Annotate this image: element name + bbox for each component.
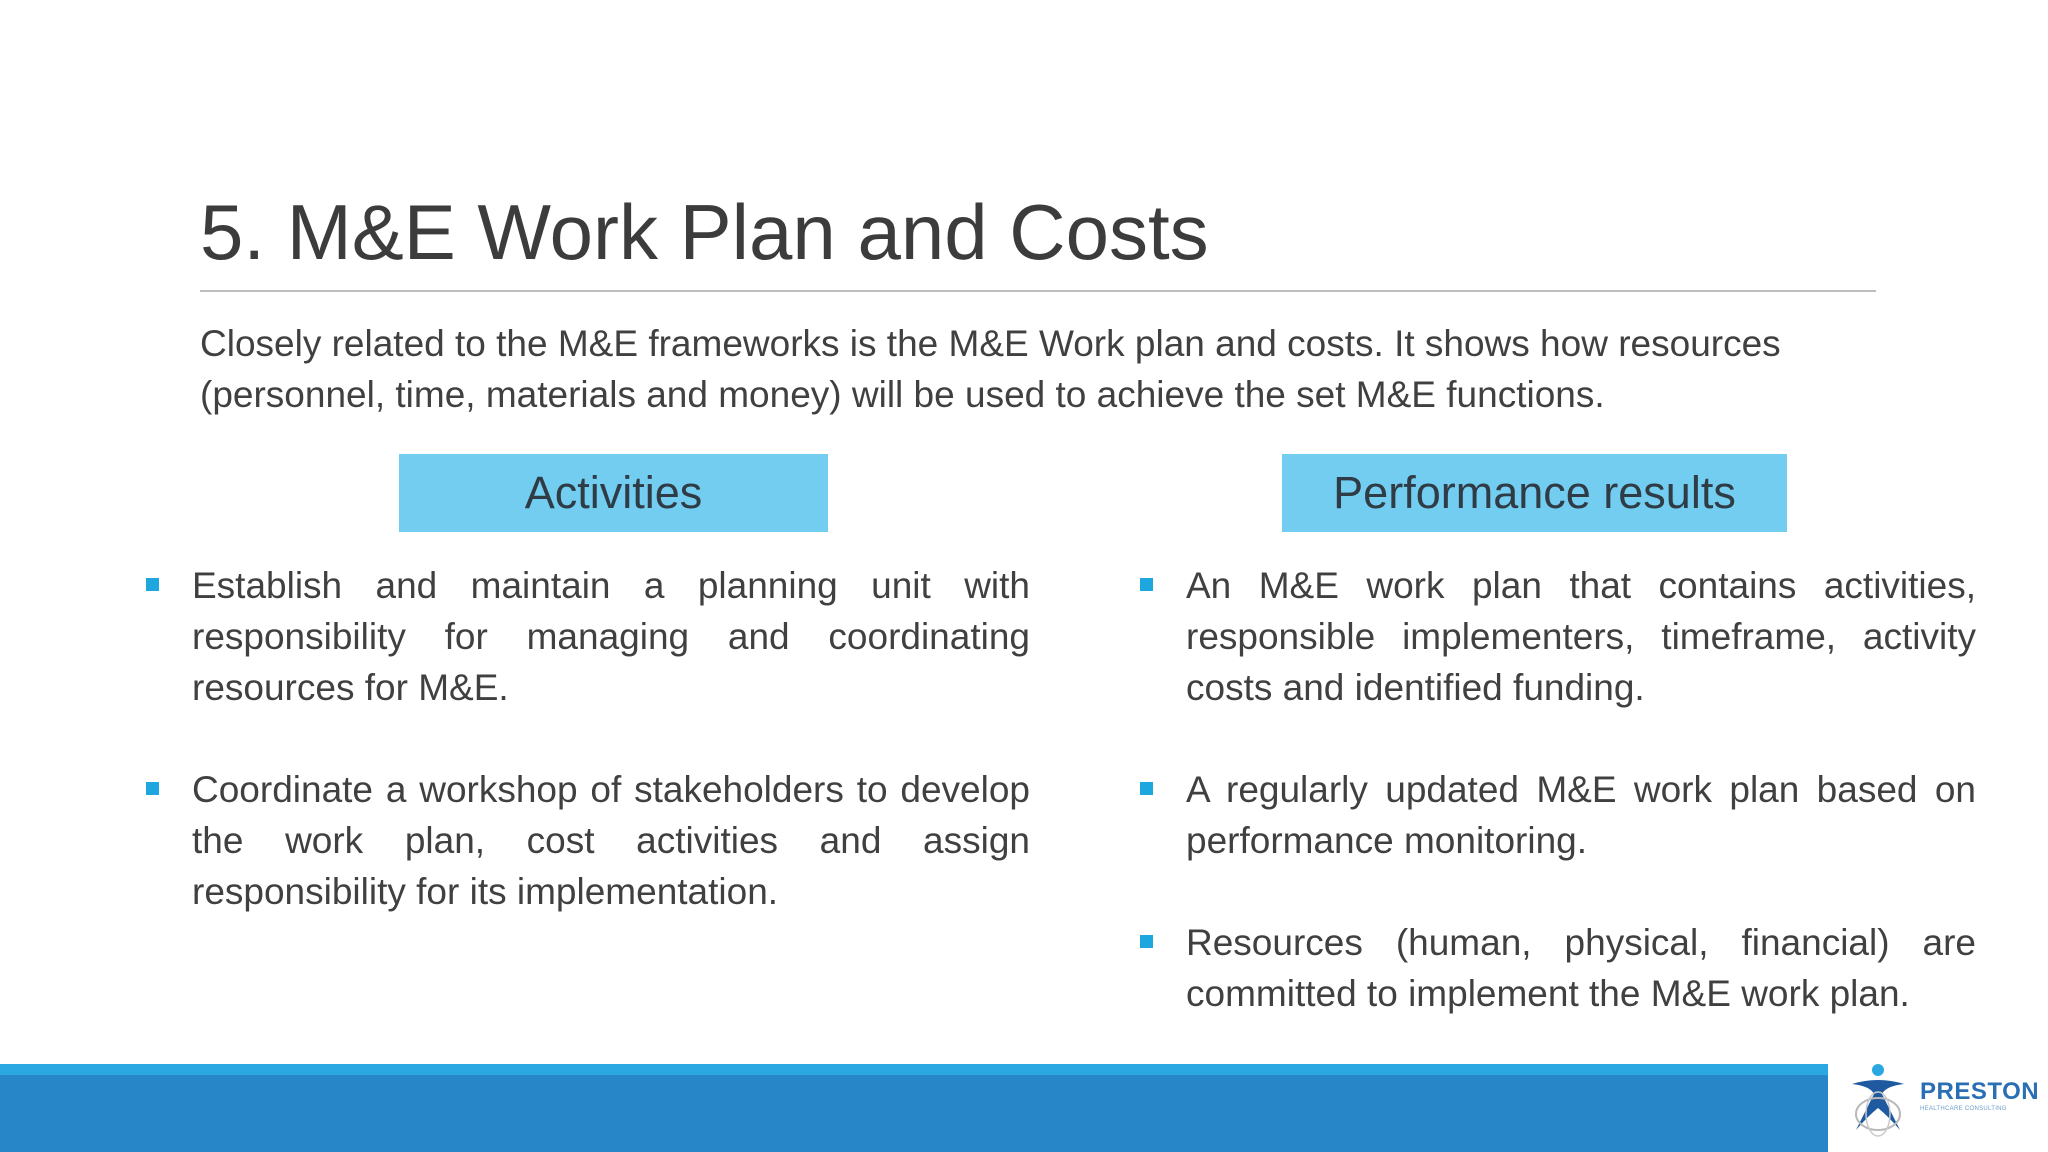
square-bullet-icon (1140, 782, 1153, 795)
logo-tagline: HEALTHCARE CONSULTING (1920, 1106, 2007, 1112)
bullet-text: A regularly updated M&E work plan based on performance monitoring. (1186, 769, 1976, 861)
bullet-text: Establish and maintain a planning unit with responsibility for managing and coordinating resources for M&E. (192, 565, 1030, 708)
bullet-text: Resources (human, physical, financial) are committed to implement the M&E work plan. (1186, 922, 1976, 1014)
activities-list-item (146, 764, 1030, 917)
preston-logo (1838, 1050, 2043, 1145)
square-bullet-icon (1140, 578, 1153, 591)
title-divider (200, 290, 1876, 292)
performance-results-list (1140, 560, 1976, 1070)
intro-paragraph: Closely related to the M&E frameworks is the M&E Work plan and costs. It shows how resources (personnel, time, materials and money) will be used to achieve the set M&E functions. (200, 323, 1781, 415)
bullet-text: An M&E work plan that contains activities, responsible implementers, timeframe, activity costs and identified funding. (1186, 565, 1976, 708)
performance-results-list-item (1140, 560, 1976, 713)
slide-title: 5. M&E Work Plan and Costs (200, 188, 1209, 276)
performance-results-heading: Performance results (1282, 454, 1787, 532)
activities-list-item (146, 560, 1030, 713)
footer-band (0, 1064, 1828, 1152)
logo-name: PRESTON (1920, 1078, 2040, 1105)
activities-list (146, 560, 1030, 968)
square-bullet-icon (146, 782, 159, 795)
footer-stripe (0, 1064, 1828, 1075)
square-bullet-icon (1140, 935, 1153, 948)
bullet-text: Coordinate a workshop of stakeholders to develop the work plan, cost activities and assign responsibility for its implementation. (192, 769, 1030, 912)
performance-results-list-item (1140, 917, 1976, 1019)
activities-heading: Activities (399, 454, 828, 532)
performance-results-list-item (1140, 764, 1976, 866)
square-bullet-icon (146, 578, 159, 591)
